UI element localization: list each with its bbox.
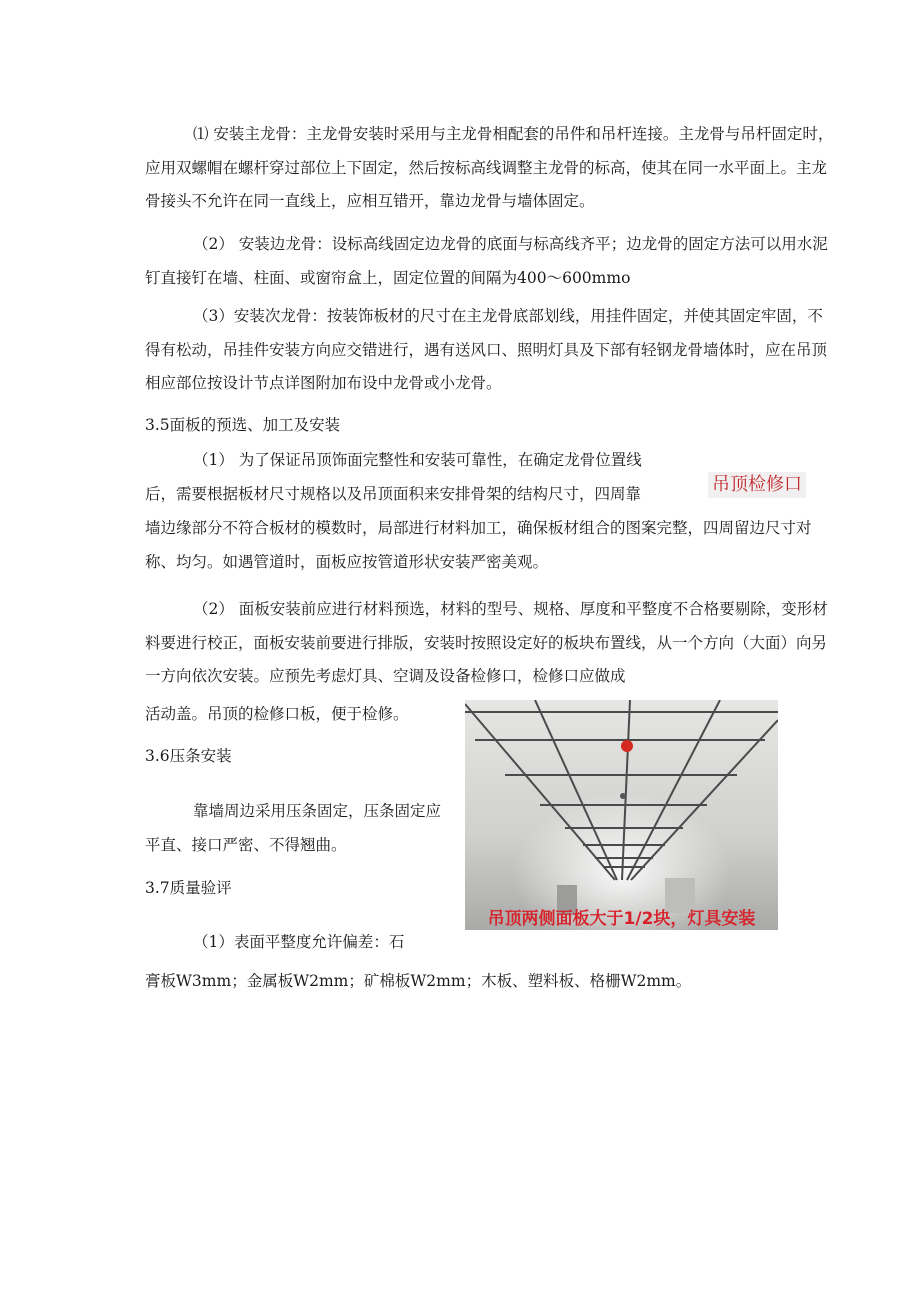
heading-3-7: 3.7质量验评 (145, 879, 232, 897)
ceiling-grid-image (465, 700, 778, 930)
paragraph-quality-line1: （1）表面平整度允许偏差：石 (193, 933, 405, 951)
paragraph-main-keel: ⑴ 安装主龙骨：主龙骨安装时采用与主龙骨相配套的吊件和吊杆连接。主龙骨与吊杆固定时，应用双螺帽在螺杆穿过部位上下固定，然后按标高线调整主龙骨的标高，使其在同一水平面上。主龙骨接头不允许在同一直线上，应相互错开，靠边龙骨与墙体固定。 (145, 125, 834, 210)
access-hatch-label: 吊顶检修口 (708, 472, 806, 498)
ceiling-photo (465, 700, 778, 930)
heading-3-5: 3.5面板的预选、加工及安装 (145, 416, 341, 434)
smoke-detector-icon (621, 740, 633, 752)
paragraph-panel-1-rest: 墙边缘部分不符合板材的模数时，局部进行材料加工，确保板材组合的图案完整，四周留边尺寸对称、均匀。如遇管道时，面板应按管道形状安装严密美观。 (145, 519, 812, 571)
paragraph-edge-keel: （2） 安装边龙骨：设标高线固定边龙骨的底面与标高线齐平；边龙骨的固定方法可以用水泥钉直接钉在墙、柱面、或窗帘盒上，固定位置的间隔为400～600mmo (145, 235, 828, 287)
paragraph-panel-2: （2） 面板安装前应进行材料预选，材料的型号、规格、厚度和平整度不合格要剔除，变形材料要进行校正，面板安装前要进行排版，安装时按照设定好的板块布置线，从一个方向（大面）向另一方向依次安装。应预先考虑灯具、空调及设备检修口，检修口应做成 (145, 600, 828, 685)
paragraph-strip-line2: 平直、接口严密、不得翘曲。 (145, 836, 347, 854)
light-fixture-icon (620, 793, 626, 799)
paragraph-secondary-keel: （3）安装次龙骨：按装饰板材的尺寸在主龙骨底部划线，用挂件固定，并使其固定牢固，不得有松动，吊挂件安装方向应交错进行，遇有送风口、照明灯具及下部有轻钢龙骨墙体时，应在吊顶相应部位按设计节点详图附加布设中龙骨或小龙骨。 (145, 307, 828, 392)
heading-3-6: 3.6压条安装 (145, 747, 232, 765)
paragraph-panel-2-last: 活动盖。吊顶的检修口板，便于检修。 (145, 705, 409, 723)
paragraph-quality-line2: 膏板W3mm；金属板W2mm；矿棉板W2mm；木板、塑料板、格栅W2mm。 (145, 972, 692, 990)
photo-caption: 吊顶两侧面板大于1/2块，灯具安装 (487, 909, 756, 929)
paragraph-strip-line1: 靠墙周边采用压条固定，压条固定应 (193, 802, 442, 820)
paragraph-panel-1-line2: 后，需要根据板材尺寸规格以及吊顶面积来安排骨架的结构尺寸，四周靠 (145, 485, 642, 503)
paragraph-panel-1-line1: （1） 为了保证吊顶饰面完整性和安装可靠性，在确定龙骨位置线 (193, 451, 642, 469)
